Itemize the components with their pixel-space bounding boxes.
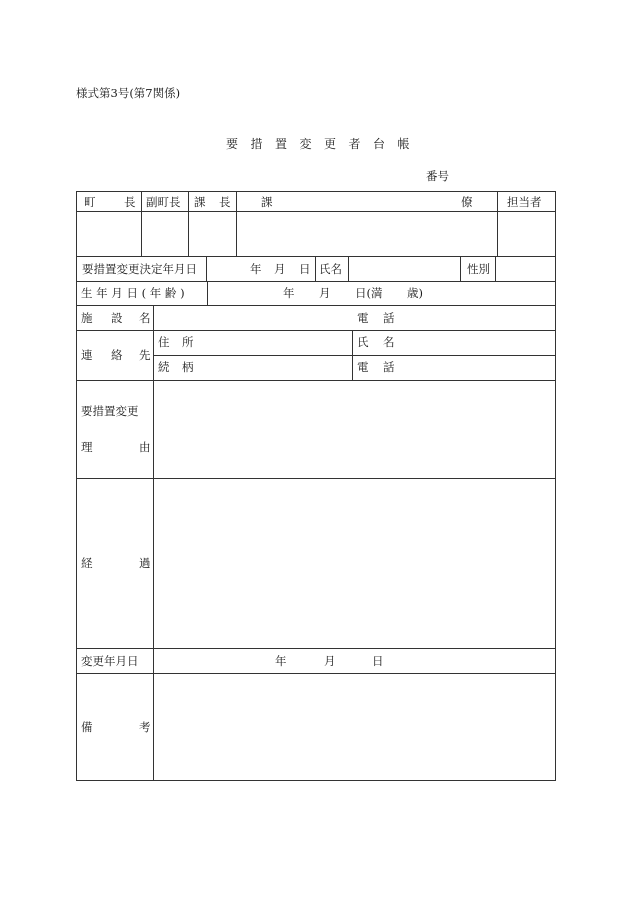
title-char: 要 [226,137,239,151]
column-divider [352,330,353,380]
title-char: 帳 [397,137,410,151]
row-divider [76,305,556,306]
change-year-label: 年 [275,654,287,668]
row-divider [153,355,556,356]
address-label-char: 住 [158,335,170,349]
row-divider [76,211,556,212]
contact-label-char: 先 [139,348,151,362]
title-char: 措 [250,137,263,151]
column-divider [153,305,154,780]
row-divider [76,478,556,479]
reason-label-line1: 要措置変更 [81,404,139,418]
title-char: 変 [299,137,312,151]
date-month-label: 月 [274,262,286,276]
contact-name-label-char: 名 [383,335,395,349]
title-char: 台 [373,137,386,151]
column-divider [315,256,316,281]
deputy-mayor-label: 副町長 [146,195,181,209]
column-divider [495,256,496,281]
page-title [226,135,422,152]
column-divider [207,281,208,305]
birth-date-label: 生 年 月 日 ( 年 齢 ) [81,286,185,300]
table-border-top [76,191,556,192]
town-head-char: 町 [84,195,96,209]
column-divider [236,191,237,256]
column-divider [460,256,461,281]
remarks-label-char: 考 [139,720,151,734]
birth-year-label: 年 [283,286,295,300]
decision-date-label: 要措置変更決定年月日 [82,262,197,276]
address-label-char: 所 [182,335,194,349]
date-year-label: 年 [250,262,262,276]
column-divider [206,256,207,281]
birth-age-label: 歳) [407,286,423,300]
row-divider [76,330,556,331]
name-label: 氏名 [319,262,342,276]
form-number: 様式第3号(第7関係) [76,86,181,100]
table-border-left [76,191,77,781]
title-char: 更 [324,137,337,151]
change-month-label: 月 [324,654,336,668]
facility-label-char: 施 [81,311,93,325]
section-head-char: 長 [219,195,231,209]
row-divider [76,256,556,257]
column-divider [188,191,189,256]
town-head-char: 長 [124,195,136,209]
relation-label-char: 続 [158,360,170,374]
date-day-label: 日 [299,262,311,276]
person-in-charge-label: 担当者 [507,195,542,209]
contact-name-label-char: 氏 [357,335,369,349]
progress-label-char: 経 [81,556,93,570]
title-char: 置 [275,137,288,151]
column-divider [348,256,349,281]
title-char: 者 [348,137,361,151]
row-divider [76,673,556,674]
section-label: 課 [261,195,273,209]
contact-phone-label-char: 電 [357,360,369,374]
phone-label-char: 話 [383,311,395,325]
progress-label-char: 過 [139,556,151,570]
reason-label-char: 由 [139,440,151,454]
facility-label-char: 設 [111,311,123,325]
table-border-bottom [76,780,556,781]
birth-month-label: 月 [319,286,331,300]
column-divider [141,191,142,256]
contact-label-char: 連 [81,348,93,362]
facility-label-char: 名 [139,311,151,325]
contact-phone-label-char: 話 [383,360,395,374]
gender-label: 性別 [467,262,490,276]
phone-label-char: 電 [357,311,369,325]
relation-label-char: 柄 [182,360,194,374]
column-divider [497,191,498,256]
row-divider [76,281,556,282]
change-day-label: 日 [372,654,384,668]
contact-label-char: 絡 [111,348,123,362]
staff-label: 僚 [461,195,473,209]
number-label: 番号 [426,169,449,183]
remarks-label-char: 備 [81,720,93,734]
reason-label-char: 理 [81,440,93,454]
birth-day-label: 日(満 [355,286,383,300]
row-divider [76,648,556,649]
row-divider [76,380,556,381]
table-border-right [555,191,556,781]
section-head-char: 課 [194,195,206,209]
change-date-label: 変更年月日 [81,654,139,668]
